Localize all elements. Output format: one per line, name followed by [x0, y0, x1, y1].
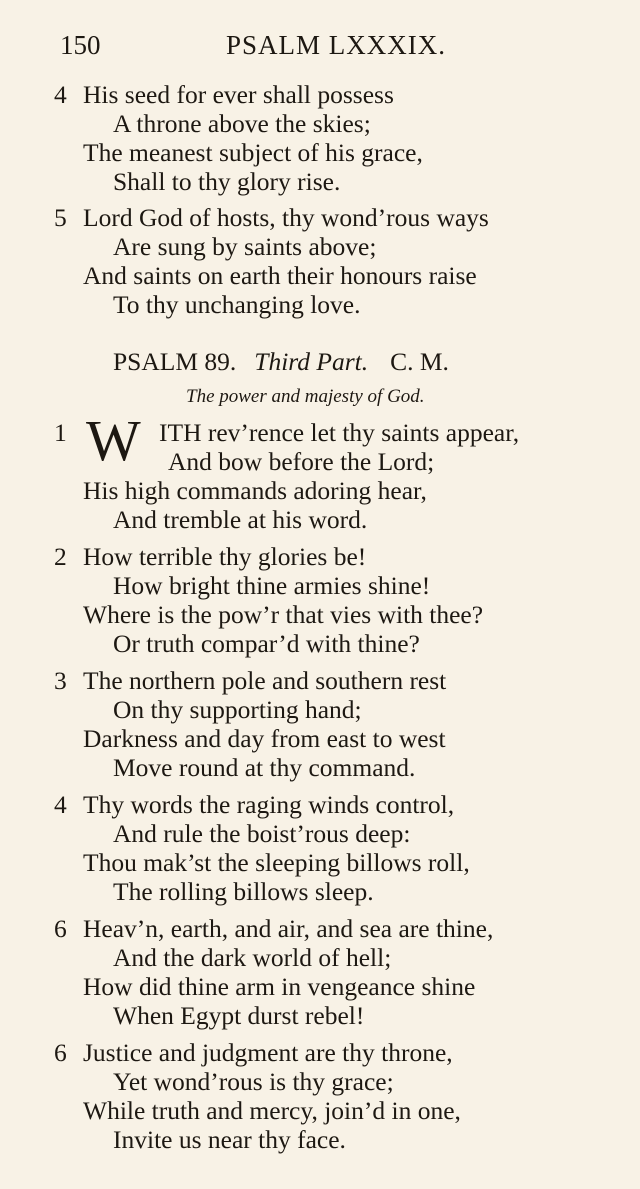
drop-cap: W [86, 408, 141, 473]
page-header [60, 30, 588, 66]
verse-line: Shall to thy glory rise. [113, 167, 341, 196]
verse-line: How did thine arm in vengeance shine [83, 972, 476, 1001]
stanza-number: 2 [54, 542, 67, 571]
page-number: 150 [60, 30, 101, 60]
verse-line: While truth and mercy, join’d in one, [83, 1096, 461, 1125]
verse-line: Invite us near thy face. [113, 1125, 346, 1154]
verse-line: On thy supporting hand; [113, 695, 362, 724]
verse-line: And bow before the Lord; [168, 447, 435, 476]
verse-line: Darkness and day from east to west [83, 724, 446, 753]
verse-line: The northern pole and southern rest [83, 666, 447, 695]
stanza-number: 6 [54, 1038, 67, 1067]
stanza-number: 5 [54, 203, 67, 232]
verse-line: Lord God of hosts, thy wond’rous ways [83, 203, 489, 232]
verse-line: Thy words the raging winds control, [83, 790, 455, 819]
verse-line: ITH rev’rence let thy saints appear, [159, 418, 520, 447]
verse-line: And the dark world of hell; [113, 943, 392, 972]
psalm-number: PSALM 89. [113, 347, 237, 376]
running-head: PSALM LXXXIX. [226, 30, 447, 60]
verse-line: Where is the pow’r that vies with thee? [83, 600, 484, 629]
verse-line: And rule the boist’rous deep: [113, 819, 411, 848]
verse-line: Justice and judgment are thy throne, [83, 1038, 453, 1067]
verse-line: His high commands adoring hear, [83, 476, 427, 505]
verse-line: Heav’n, earth, and air, and sea are thine, [83, 914, 494, 943]
verse-line: The meanest subject of his grace, [83, 138, 423, 167]
stanza-number: 1 [54, 418, 67, 447]
psalm-subtitle: The power and majesty of God. [186, 386, 425, 407]
stanza-number: 3 [54, 666, 67, 695]
verse-line: A throne above the skies; [113, 109, 371, 138]
verse-line: How bright thine armies shine! [113, 571, 431, 600]
verse-line: How terrible thy glories be! [83, 542, 367, 571]
psalm-part: Third Part. [254, 347, 369, 376]
verse-line: Or truth compar’d with thine? [113, 629, 420, 658]
stanza-number: 4 [54, 790, 67, 819]
verse-line: And tremble at his word. [113, 505, 368, 534]
verse-line: His seed for ever shall possess [83, 80, 394, 109]
verse-line: When Egypt durst rebel! [113, 1001, 365, 1030]
psalm-title [113, 347, 449, 377]
verse-line: Are sung by saints above; [113, 232, 377, 261]
verse-line: And saints on earth their honours raise [83, 261, 477, 290]
stanza-number: 6 [54, 914, 67, 943]
psalm-meter: C. M. [390, 347, 449, 376]
stanza-number: 4 [54, 80, 67, 109]
verse-line: Move round at thy command. [113, 753, 416, 782]
verse-line: Yet wond’rous is thy grace; [113, 1067, 394, 1096]
verse-line: To thy unchanging love. [113, 290, 361, 319]
verse-line: Thou mak’st the sleeping billows roll, [83, 848, 470, 877]
verse-line: The rolling billows sleep. [113, 877, 374, 906]
